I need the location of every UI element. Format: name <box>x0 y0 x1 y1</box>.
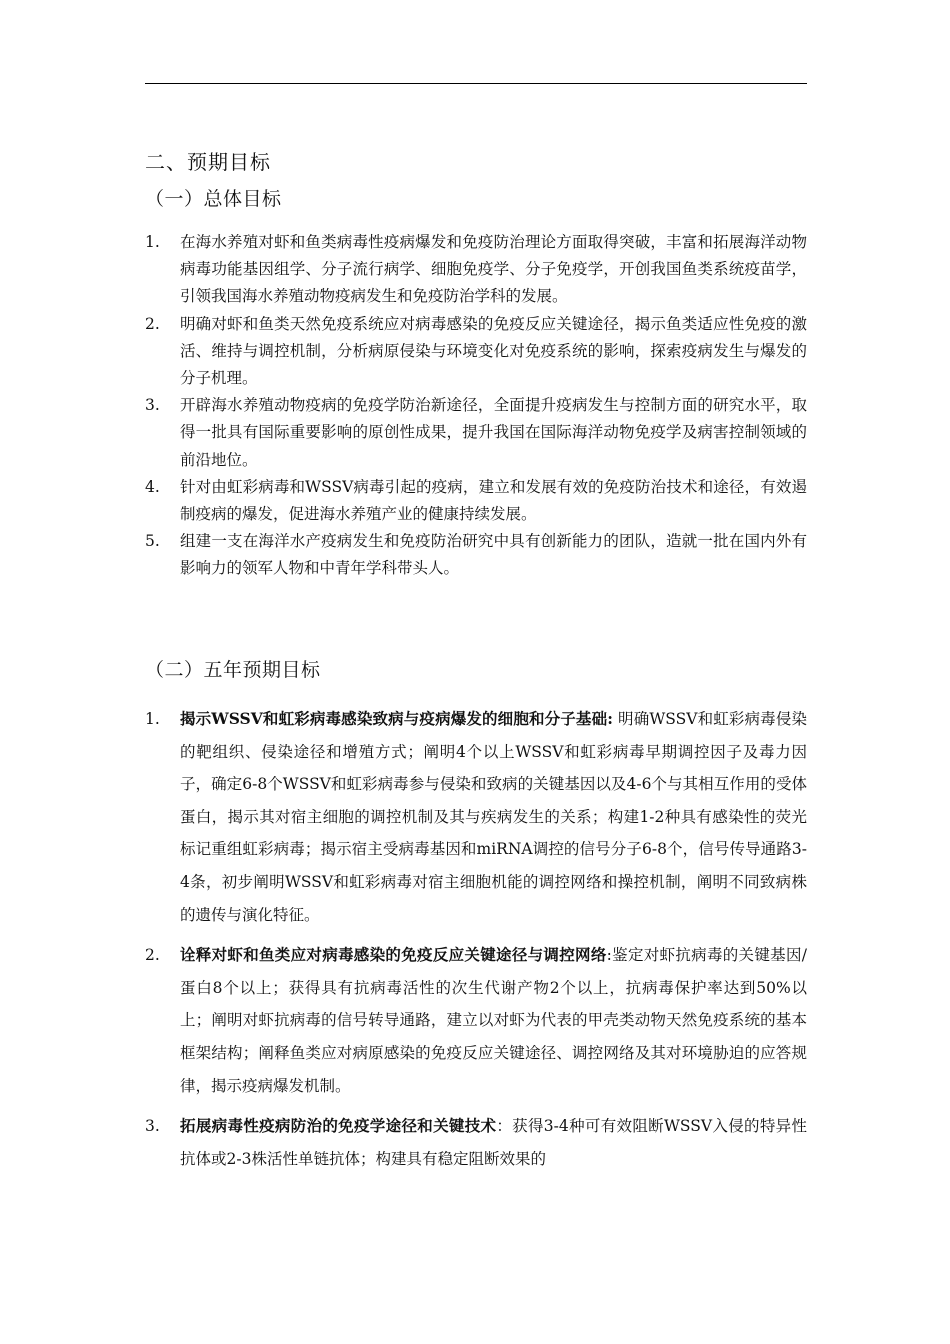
item-text: 明确对虾和鱼类天然免疫系统应对病毒感染的免疫反应关键途径，揭示鱼类适应性免疫的激活、维持与调控机制，分析病原侵染与环境变化对免疫系统的影响，探索疫病发生与爆发的分子机理。 <box>180 314 807 388</box>
item-number: 2. <box>145 946 160 965</box>
list-item <box>145 474 807 528</box>
list-item <box>145 311 807 393</box>
overall-goals-list <box>145 229 807 583</box>
item-title: 诠释对虾和鱼类应对病毒感染的免疫反应关键途径与调控网络 <box>180 945 607 965</box>
item-number: 1. <box>145 233 160 251</box>
item-text: 针对由虹彩病毒和WSSV病毒引起的疫病，建立和发展有效的免疫防治技术和途径，有效遏制疫病的爆发，促进海水养殖产业的健康持续发展。 <box>180 477 807 524</box>
item-text: :鉴定对虾抗病毒的关键基因/蛋白8个以上；获得具有抗病毒活性的次生代谢产物2个以上，抗病毒保护率达到50%以上；阐明对虾抗病毒的信号转导通路，建立以对虾为代表的甲壳类动物天然免疫系统的基本框架结构；阐释鱼类应对病原感染的免疫反应关键途径、调控网络及其对环境胁迫的应答规律，揭示疫病爆发机制。 <box>180 946 807 1095</box>
item-number: 2. <box>145 314 160 333</box>
item-text: 组建一支在海洋水产疫病发生和免疫防治研究中具有创新能力的团队，造就一批在国内外有影响力的领军人物和中青年学科带头人。 <box>180 532 807 578</box>
list-item <box>145 939 807 1102</box>
header-rule <box>145 83 807 84</box>
item-number: 1. <box>145 710 160 728</box>
item-text: 开辟海水养殖动物疫病的免疫学防治新途径，全面提升疫病发生与控制方面的研究水平，取得一批具有国际重要影响的原创性成果，提升我国在国际海洋动物免疫学及病害控制领域的前沿地位。 <box>180 396 807 469</box>
item-text: ：获得3-4种可有效阻断WSSV入侵的特异性抗体或2-3株活性单链抗体；构建具有稳定阻断效果的 <box>180 1117 807 1168</box>
list-item <box>145 528 807 582</box>
list-item <box>145 229 807 311</box>
list-item <box>145 1110 807 1175</box>
list-item <box>145 392 807 474</box>
section-title: 二、预期目标 <box>145 150 271 174</box>
overall-goals-heading: （一）总体目标 <box>145 188 282 210</box>
list-item <box>145 703 807 931</box>
item-number: 3. <box>145 396 160 415</box>
item-text: 明确WSSV和虹彩病毒侵染的靶组织、侵染途径和增殖方式；阐明4个以上WSSV和虹彩病毒早期调控因子及毒力因子，确定6-8个WSSV和虹彩病毒参与侵染和致病的关键基因以及4-6个与其相互作用的受体蛋白，揭示其对宿主细胞的调控机制及其与疾病发生的关系；构建1-2种具有感染性的荧光标记重组虹彩病毒；揭示宿主受病毒基因和miRNA调控的信号分子6-8个，信号传导通路3-4条，初步阐明WSSV和虹彩病毒对宿主细胞机能的调控网络和操控机制，阐明不同致病株的遗传与演化特征。 <box>180 710 807 924</box>
item-number: 4. <box>145 477 160 496</box>
item-title: 揭示WSSV和虹彩病毒感染致病与疫病爆发的细胞和分子基础: <box>180 709 613 728</box>
five-year-goals-heading: （二）五年预期目标 <box>145 659 321 681</box>
item-text: 在海水养殖对虾和鱼类病毒性疫病爆发和免疫防治理论方面取得突破，丰富和拓展海洋动物病毒功能基因组学、分子流行病学、细胞免疫学、分子免疫学，开创我国鱼类系统疫苗学，引领我国海水养殖动物疫病发生和免疫防治学科的发展。 <box>180 233 807 306</box>
item-title: 拓展病毒性疫病防治的免疫学途径和关键技术 <box>180 1116 497 1136</box>
five-year-goals-list <box>145 703 807 1183</box>
item-number: 3. <box>145 1117 160 1136</box>
item-number: 5. <box>145 532 160 551</box>
